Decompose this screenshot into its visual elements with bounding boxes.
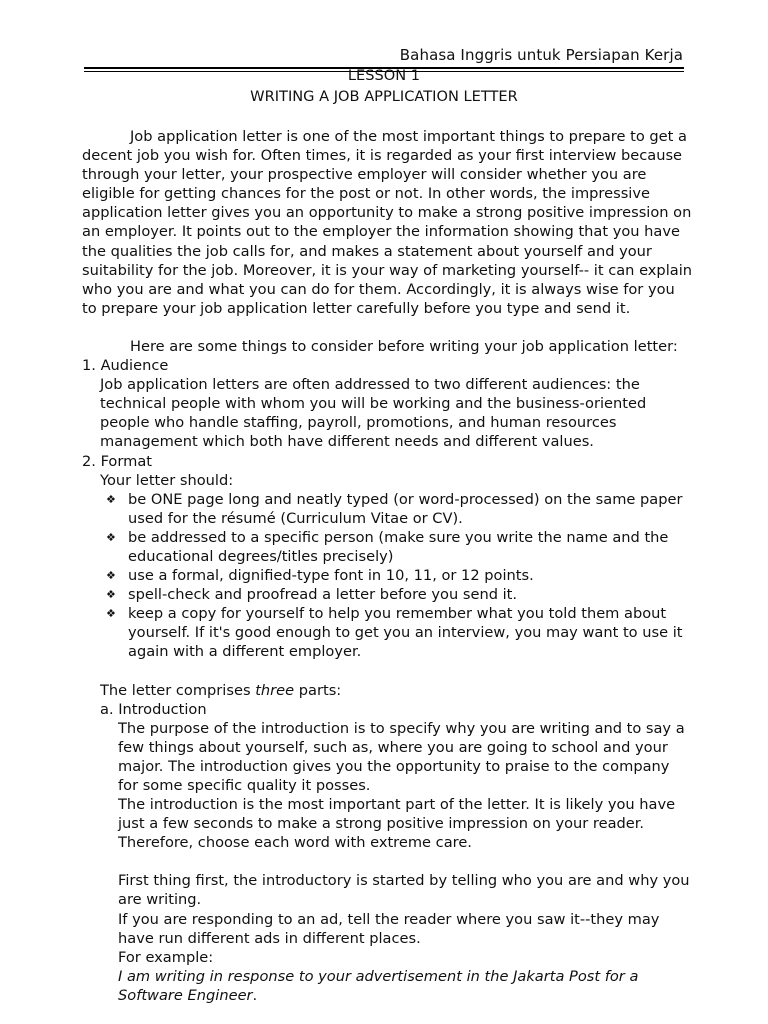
list-item	[100, 566, 692, 585]
spacer	[82, 662, 692, 681]
format-lead: Your letter should:	[100, 471, 234, 489]
parts-lead-emphasis: three	[255, 681, 295, 699]
example-label: For example:	[118, 948, 214, 966]
introduction-paragraph-1: The purpose of the introduction is to specify why you are writing and to say a few things about yourself, such as, where you are going to school and your major. The introduction gives you the opportunity to praise to the company for some specific quality it posses.	[118, 719, 685, 794]
bullet-text: be ONE page long and neatly typed (or word-processed) on the same paper used for the résumé (Curriculum Vitae or CV).	[128, 490, 683, 527]
diamond-bullet-icon: ❖	[106, 492, 116, 506]
bullet-text: keep a copy for yourself to help you remember what you told them about yourself. If it's good enough to get you an interview, you may want to use it again with a different employer.	[128, 605, 683, 661]
example-text: I am writing in response to your advertisement in the Jakarta Post for a Software Engineer	[118, 967, 639, 1004]
list-item	[100, 528, 692, 566]
parts-lead-before: The letter comprises	[100, 681, 256, 699]
example-sentence	[118, 967, 692, 1005]
bullet-text: be addressed to a specific person (make sure you write the name and the educational degrees/titles precisely)	[128, 528, 669, 565]
document-body	[82, 127, 692, 1005]
parts-lead-after: parts:	[294, 681, 342, 699]
example-end: .	[252, 986, 258, 1004]
introduction-paragraph-2: The introduction is the most important part of the letter. It is likely you have just a few seconds to make a strong positive impression on your reader. Therefore, choose each word with extreme care.	[118, 796, 676, 852]
spacer	[82, 318, 692, 337]
bullet-text: spell-check and proofread a letter before you send it.	[128, 586, 518, 604]
audience-body: Job application letters are often addressed to two different audiences: the technical people with whom you will be working and the business-oriented people who handle staffing, payroll, promotions, and human resources management which both have different needs and different values.	[100, 376, 647, 451]
audience-heading: 1. Audience	[82, 357, 169, 375]
introduction-paragraph-3: First thing first, the introductory is started by telling who you are and why you are writing.	[118, 872, 690, 909]
parts-lead	[100, 681, 692, 700]
diamond-bullet-icon: ❖	[106, 530, 116, 544]
introduction-heading: a. Introduction	[100, 700, 207, 718]
format-heading: 2. Format	[82, 452, 152, 470]
intro-paragraph: Job application letter is one of the most important things to prepare to get a decent job you wish for. Often times, it is regarded as your first interview because through your letter, your prospective employer will consider whether you are eligible for getting chances for the post or not. In other words, the impressive application letter gives you an opportunity to make a strong positive impression on an employer. It points out to the employer the information showing that you have the qualities the job calls for, and makes a statement about yourself and your suitability for the job. Moreover, it is your way of marketing yourself-- it can explain who you are and what you can do for them. Accordingly, it is always wise for you to prepare your job application letter carefully before you type and send it.	[82, 128, 692, 317]
running-header: Bahasa Inggris untuk Persiapan Kerja	[399, 46, 683, 64]
list-item	[100, 490, 692, 528]
considerations-intro: Here are some things to consider before writing your job application letter:	[130, 337, 678, 355]
lesson-number: LESSON 1	[347, 67, 421, 84]
introduction-paragraph-4: If you are responding to an ad, tell the reader where you saw it--they may have run different ads in different places.	[118, 910, 660, 947]
list-item	[100, 585, 692, 604]
diamond-bullet-icon: ❖	[106, 569, 116, 583]
list-item	[100, 604, 692, 661]
lesson-title: WRITING A JOB APPLICATION LETTER	[250, 88, 518, 105]
format-bullet-list	[82, 490, 692, 662]
spacer	[82, 852, 692, 871]
bullet-text: use a formal, dignified-type font in 10, 11, or 12 points.	[128, 567, 534, 585]
diamond-bullet-icon: ❖	[106, 607, 116, 621]
diamond-bullet-icon: ❖	[106, 588, 116, 602]
